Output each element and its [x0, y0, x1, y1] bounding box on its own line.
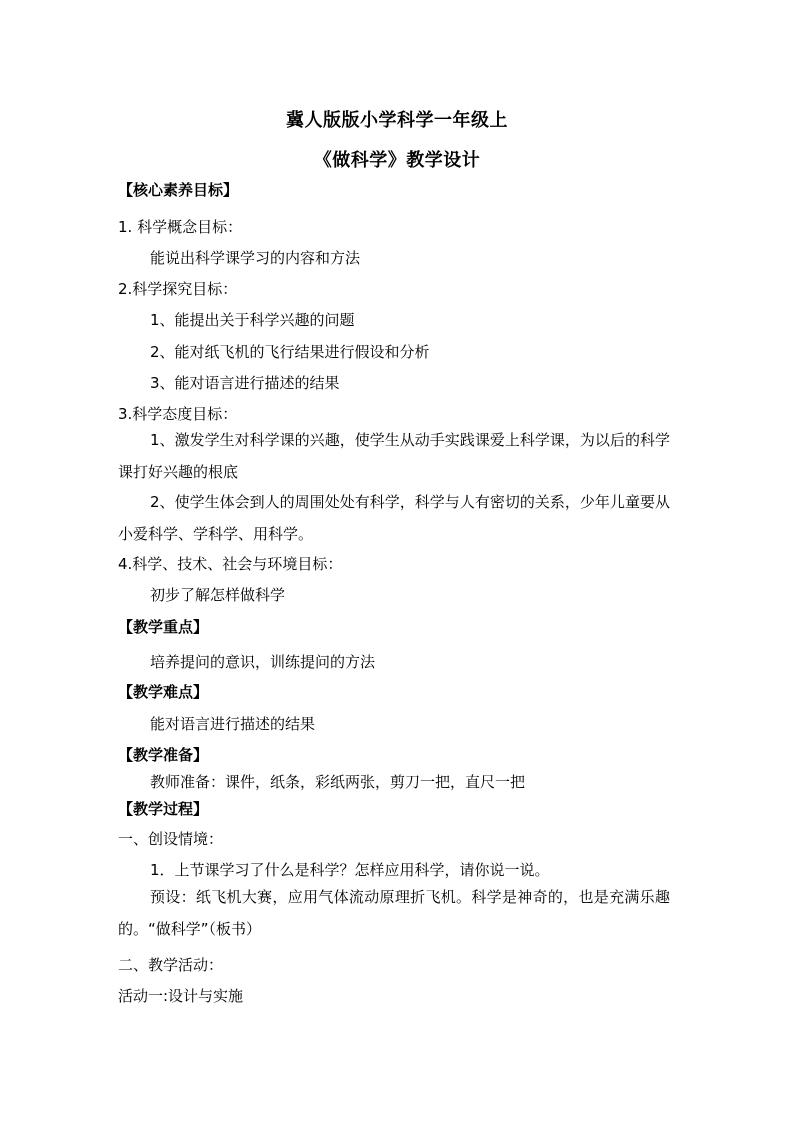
- difficulties-text: 能对语言进行描述的结果: [150, 715, 316, 733]
- goal-3-title: 3.科学态度目标：: [118, 405, 238, 423]
- goal-2-item-1: 1、能提出关于科学兴趣的问题: [150, 311, 355, 329]
- document-title: 冀人版版小学科学一年级上: [286, 110, 508, 131]
- key-points-text: 培养提问的意识，训练提问的方法: [150, 653, 376, 671]
- preparation-text: 教师准备：课件，纸条，彩纸两张，剪刀一把，直尺一把: [150, 773, 526, 791]
- goal-4-title: 4.科学、技术、社会与环境目标：: [118, 555, 343, 573]
- goal-2-item-3: 3、能对语言进行描述的结果: [150, 374, 340, 392]
- document-subtitle: 《做科学》教学设计: [313, 150, 481, 171]
- goal-1-title: 1. 科学概念目标：: [118, 218, 243, 236]
- section-heading-key-points: 【教学重点】: [118, 618, 209, 636]
- process-step-1-preset: 预设：纸飞机大赛，应用气体流动原理折飞机。科学是神奇的，也是充满乐趣的。“做科学”（板书）: [118, 888, 670, 938]
- goal-3-item-1: 1、激发学生对科学课的兴趣，使学生从动手实践课爱上科学课，为以后的科学课打好兴趣的根底: [118, 431, 670, 481]
- goal-1-item: 能说出科学课学习的内容和方法: [150, 249, 361, 267]
- activity-1-title: 活动一:设计与实施: [118, 987, 244, 1005]
- section-heading-core-goals: 【核心素养目标】: [118, 181, 239, 199]
- section-heading-process: 【教学过程】: [118, 800, 209, 818]
- process-step-2-title: 二、教学活动：: [118, 956, 224, 974]
- section-heading-preparation: 【教学准备】: [118, 746, 209, 764]
- goal-4-item: 初步了解怎样做科学: [150, 586, 286, 604]
- goal-3-item-2: 2、使学生体会到人的周围处处有科学，科学与人有密切的关系，少年儿童要从小爱科学、学科学、用科学。: [118, 493, 670, 543]
- goal-2-title: 2.科学探究目标：: [118, 280, 238, 298]
- goal-2-item-2: 2、能对纸飞机的飞行结果进行假设和分析: [150, 343, 430, 361]
- section-heading-difficulties: 【教学难点】: [118, 683, 209, 701]
- process-step-1-title: 一、创设情境：: [118, 830, 224, 848]
- process-step-1-item: 1．上节课学习了什么是科学？怎样应用科学，请你说一说。: [150, 861, 550, 879]
